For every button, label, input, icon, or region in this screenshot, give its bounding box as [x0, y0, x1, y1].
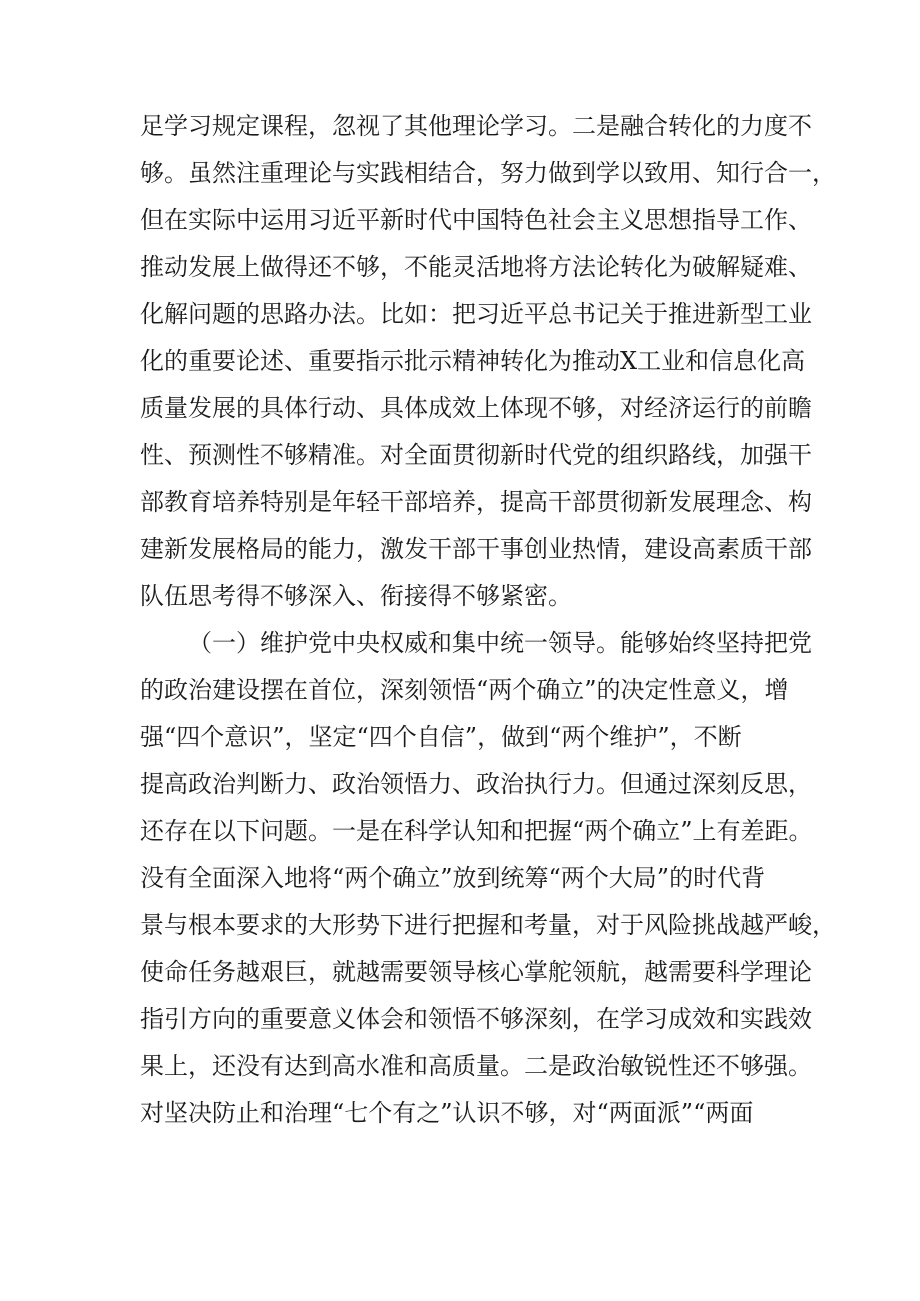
text-line-2: 够。虽然注重理论与实践相结合，努力做到学以致用、知行合一，: [140, 159, 836, 187]
text-line-11: 队伍思考得不够深入、衔接得不够紧密。: [140, 582, 572, 610]
text-line-15: 提高政治判断力、政治领悟力、政治执行力。但通过深刻反思，: [140, 770, 812, 798]
text-line-17: 没有全面深入地将“两个确立”放到统筹“两个大局”的时代背: [140, 864, 766, 892]
text-line-10: 建新发展格局的能力，激发干部干事创业热情，建设高素质干部: [140, 535, 812, 563]
text-line-6: 化的重要论述、重要指示批示精神转化为推动X工业和信息化高: [140, 347, 806, 375]
text-line-9: 部教育培养特别是年轻干部培养，提高干部贯彻新发展理念、构: [140, 488, 812, 516]
section-heading-line: （一）维护党中央权威和集中统一领导。能够始终坚持把党: [188, 629, 812, 657]
text-line-22: 对坚决防止和治理“七个有之”认识不够，对“两面派”“两面: [140, 1099, 754, 1127]
text-line-16: 还存在以下问题。一是在科学认知和把握“两个确立”上有差距。: [140, 817, 813, 845]
text-line-20: 指引方向的重要意义体会和领悟不够深刻，在学习成效和实践效: [140, 1005, 812, 1033]
text-line-1: 足学习规定课程，忽视了其他理论学习。二是融合转化的力度不: [140, 112, 812, 140]
text-line-4: 推动发展上做得还不够，不能灵活地将方法论转化为破解疑难、: [140, 253, 812, 281]
text-line-8: 性、预测性不够精准。对全面贯彻新时代党的组织路线，加强干: [140, 441, 812, 469]
text-line-7: 质量发展的具体行动、具体成效上体现不够，对经济运行的前瞻: [140, 394, 812, 422]
text-line-5: 化解问题的思路办法。比如：把习近平总书记关于推进新型工业: [140, 300, 812, 328]
text-line-13: 的政治建设摆在首位，深刻领悟“两个确立”的决定性意义，增: [140, 676, 789, 704]
text-line-18: 景与根本要求的大形势下进行把握和考量，对于风险挑战越严峻，: [140, 911, 836, 939]
text-line-19: 使命任务越艰巨，就越需要领导核心掌舵领航，越需要科学理论: [140, 958, 812, 986]
text-line-3: 但在实际中运用习近平新时代中国特色社会主义思想指导工作、: [140, 206, 812, 234]
text-line-21: 果上，还没有达到高水准和高质量。二是政治敏锐性还不够强。: [140, 1052, 812, 1080]
text-line-14: 强“四个意识”，坚定“四个自信”，做到“两个维护”，不断: [140, 723, 742, 751]
